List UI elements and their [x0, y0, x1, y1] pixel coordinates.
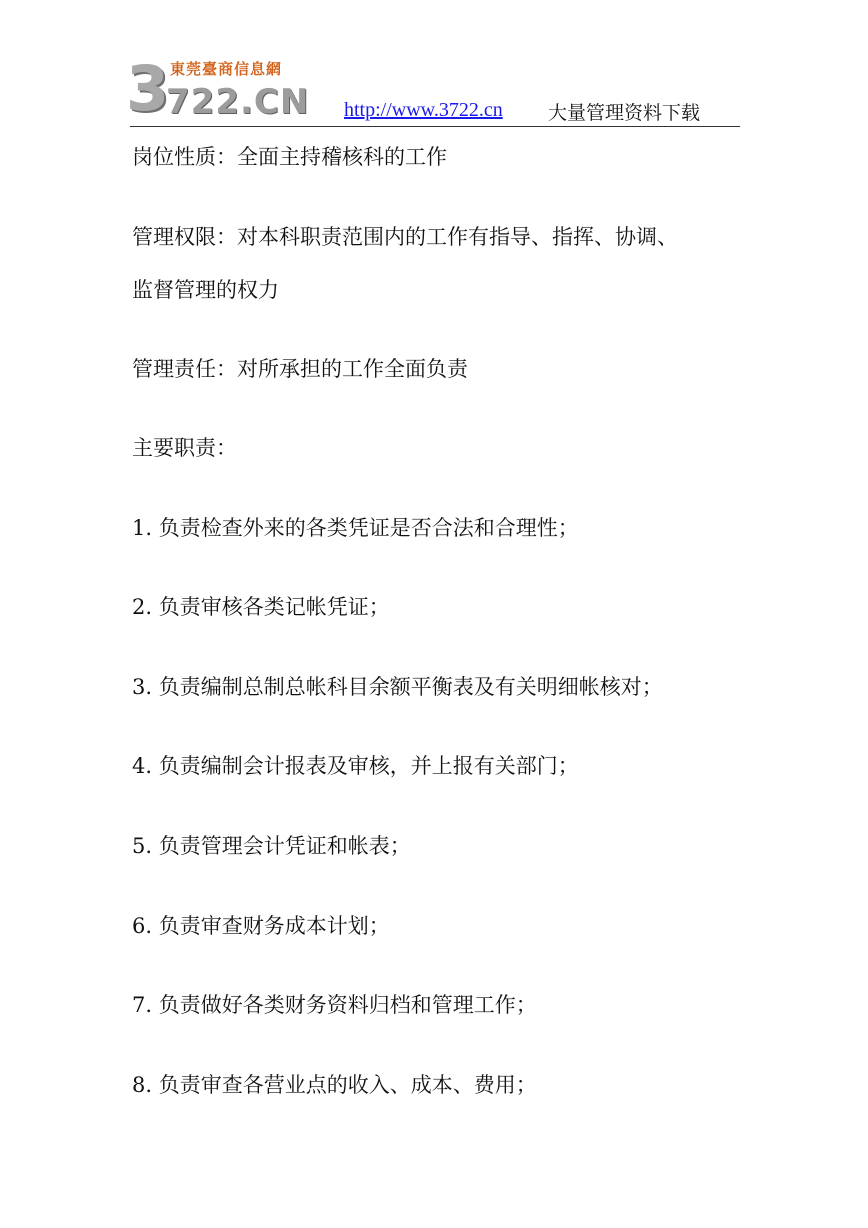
authority-line-2: 监督管理的权力: [132, 278, 279, 302]
duty-item: 1. 负责检查外来的各类凭证是否合法和合理性；: [132, 516, 579, 540]
logo-digit: 3: [126, 52, 170, 125]
duty-item: 5. 负责管理会计凭证和帐表；: [132, 834, 411, 858]
authority-line-1: 管理权限：对本科职责范围内的工作有指导、指挥、协调、: [132, 225, 678, 249]
main-duties-heading: 主要职责：: [132, 436, 237, 460]
duty-item: 4. 负责编制会计报表及审核，并上报有关部门；: [132, 754, 579, 778]
duty-item: 3. 负责编制总制总帐科目余额平衡表及有关明细帐核对；: [132, 675, 663, 699]
duty-item: 2. 负责审核各类记帐凭证；: [132, 595, 390, 619]
page-header: [126, 52, 740, 127]
responsibility: 管理责任：对所承担的工作全面负责: [132, 357, 468, 381]
header-slogan: 大量管理资料下载: [548, 102, 701, 124]
duty-item: 6. 负责审查财务成本计划；: [132, 914, 390, 938]
site-logo: [126, 52, 310, 125]
site-url-link[interactable]: http://www.3722.cn: [344, 99, 503, 121]
duty-item: 7. 负责做好各类财务资料归档和管理工作；: [132, 993, 537, 1017]
logo-domain: 722.CN: [166, 82, 310, 122]
job-nature: 岗位性质：全面主持稽核科的工作: [132, 145, 447, 169]
logo-subtitle: 東莞臺商信息網: [170, 60, 283, 78]
duty-item: 8. 负责审查各营业点的收入、成本、费用；: [132, 1073, 537, 1097]
